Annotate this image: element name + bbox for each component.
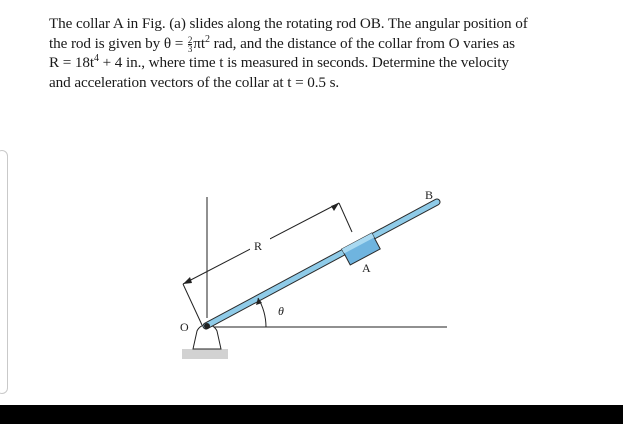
label-b: B: [425, 188, 434, 202]
dimension-arrow-right: [331, 203, 339, 211]
fraction-denominator: 3: [187, 43, 193, 54]
problem-line-1: The collar A in Fig. (a) slides along the rotating rod OB. The angular position of: [49, 15, 528, 32]
dimension-tick-left: [183, 284, 202, 325]
ground-base: [182, 349, 228, 359]
label-r: R: [254, 239, 263, 253]
exponent-4: 4: [94, 52, 99, 64]
problem-line-2-start: the rod is given by θ =: [49, 34, 187, 52]
problem-line-4: and acceleration vectors of the collar at t = 0.5 s.: [49, 73, 340, 91]
dimension-tick-right: [339, 203, 352, 232]
pi-t: πt: [193, 34, 205, 52]
fraction-numerator: 2: [187, 34, 193, 45]
dimension-arrow-left: [183, 277, 192, 284]
bottom-black-bar: [0, 405, 623, 424]
pivot-pin: [204, 323, 210, 329]
r-equation: R = 18t: [49, 54, 94, 71]
label-o: O: [180, 320, 189, 334]
label-theta: θ: [278, 304, 284, 318]
collar-a: [342, 233, 380, 265]
problem-line-2-end: rad, and the distance of the collar from O varies as: [209, 34, 515, 52]
label-a: A: [362, 261, 371, 275]
problem-line-3-end: + 4 in., where time t is measured in seconds. Determine the velocity: [98, 54, 509, 71]
rod-ob-fill: [206, 202, 437, 326]
exponent-2: 2: [204, 33, 210, 45]
